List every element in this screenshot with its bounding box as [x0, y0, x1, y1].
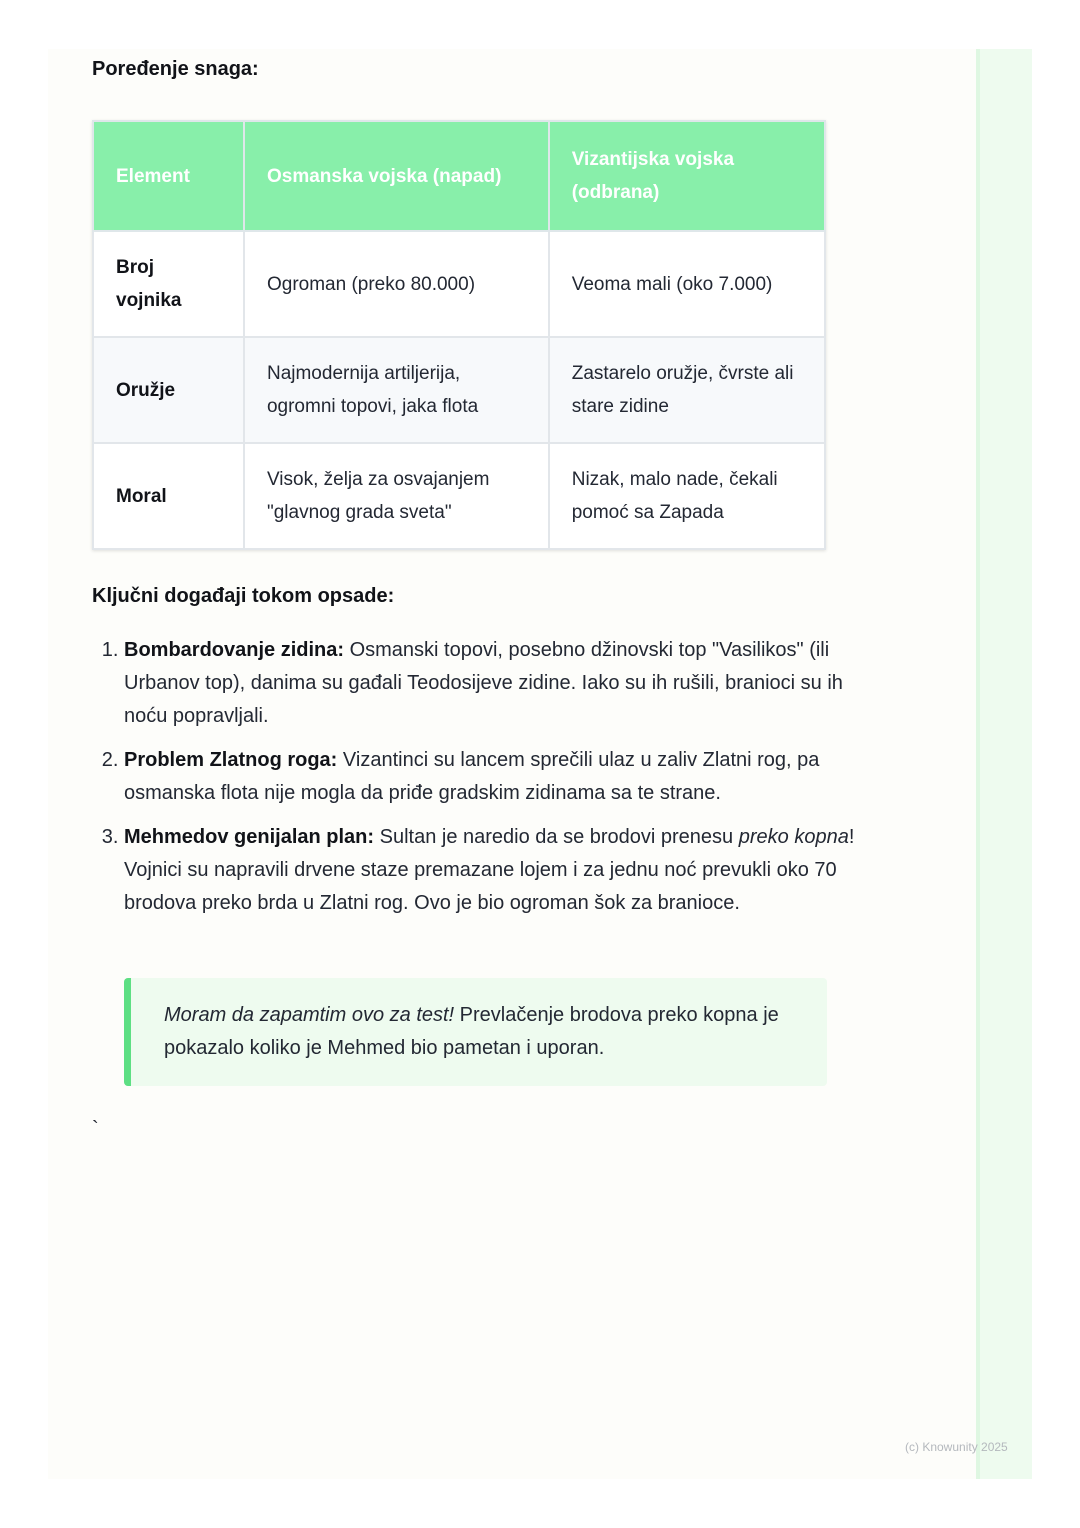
- row-ottoman: Najmodernija artiljerija, ogromni topovi, jaka flota: [244, 337, 549, 443]
- event-emphasis: preko kopna: [738, 826, 849, 848]
- header-ottoman: Osmanska vojska (napad): [244, 121, 549, 231]
- stray-mark: `: [92, 1118, 99, 1140]
- event-title: Problem Zlatnog roga:: [124, 749, 338, 771]
- event-title: Mehmedov genijalan plan:: [124, 826, 375, 848]
- list-item: [124, 634, 860, 733]
- row-byzantine: Veoma mali (oko 7.000): [549, 231, 825, 337]
- event-title: Bombardovanje zidina:: [124, 639, 345, 661]
- copyright-footer: (c) Knowunity 2025: [905, 1440, 1008, 1454]
- row-byzantine: Zastarelo oružje, čvrste ali stare zidine: [549, 337, 825, 443]
- events-heading: Ključni događaji tokom opsade:: [92, 585, 395, 607]
- row-element: Oružje: [93, 337, 244, 443]
- row-ottoman: Visok, želja za osvajanjem "glavnog grada sveta": [244, 443, 549, 549]
- event-text: Osmanski topovi, posebno džinovski top "Vasilikos" (ili Urbanov top), danima su gađali Teodosijeve zidine. Iako su ih rušili, branioci su ih noću popravljali.: [124, 639, 843, 727]
- row-element: Moral: [93, 443, 244, 549]
- row-element: Broj vojnika: [93, 231, 244, 337]
- row-ottoman: Ogroman (preko 80.000): [244, 231, 549, 337]
- callout-note: [124, 978, 827, 1086]
- table-row: [93, 443, 825, 549]
- events-list: [92, 634, 860, 931]
- side-strip: [976, 49, 1032, 1479]
- comparison-heading: Poređenje snaga:: [92, 58, 259, 80]
- event-text: Vizantinci su lancem sprečili ulaz u zaliv Zlatni rog, pa osmanska flota nije mogla da priđe gradskim zidinama sa te strane.: [124, 749, 820, 804]
- comparison-table: [92, 120, 826, 550]
- side-divider: [976, 49, 980, 1479]
- table-row: [93, 231, 825, 337]
- list-item: [124, 744, 860, 810]
- header-element: Element: [93, 121, 244, 231]
- table-row: [93, 337, 825, 443]
- row-byzantine: Nizak, malo nade, čekali pomoć sa Zapada: [549, 443, 825, 549]
- list-item: [124, 821, 860, 920]
- table-header-row: [93, 121, 825, 231]
- event-text: Sultan je naredio da se brodovi prenesu: [374, 826, 739, 848]
- header-byzantine: Vizantijska vojska (odbrana): [549, 121, 825, 231]
- event-text: ! Vojnici su napravili drvene staze premazane lojem i za jednu noć prevukli oko 70 brodova preko brda u Zlatni rog. Ovo je bio ogroman šok za branioce.: [124, 826, 855, 914]
- callout-text: Prevlačenje brodova preko kopna je pokazalo koliko je Mehmed bio pametan i uporan.: [164, 1004, 779, 1059]
- callout-emphasis: Moram da zapamtim ovo za test!: [164, 1004, 455, 1026]
